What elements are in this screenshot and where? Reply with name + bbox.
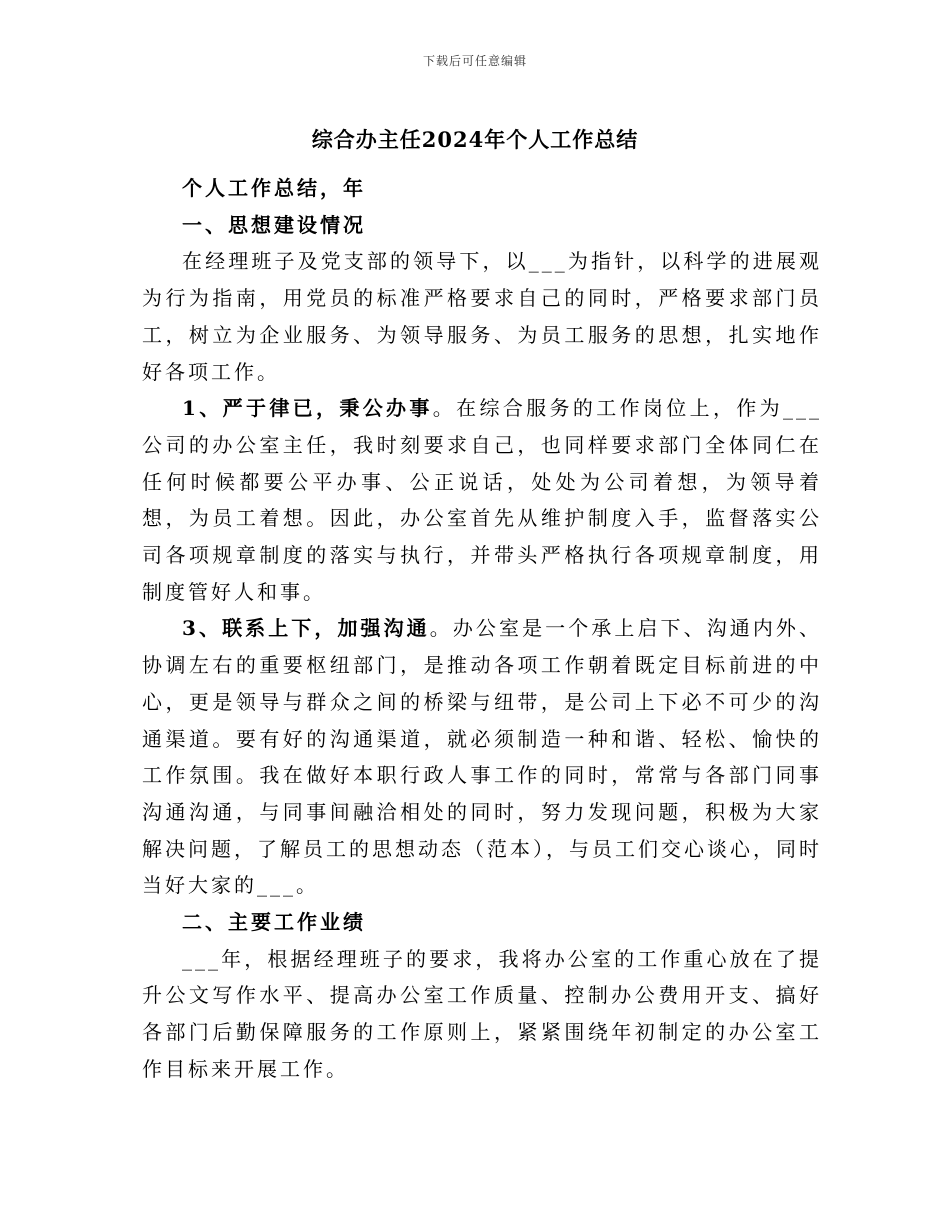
subtitle-heading: 个人工作总结，年 xyxy=(182,176,366,200)
item-3-lead: 3、联系上下，加强沟通 xyxy=(182,616,430,641)
paragraph-1: 在经理班子及党支部的领导下，以___为指针，以科学的进展观为行为指南，用党员的标准严格要求自己的同时，严格要求部门员工，树立为企业服务、为领导服务、为员工服务的思想，扎实地作好各项工作。 xyxy=(142,249,822,384)
section-heading-1: 一、思想建设情况 xyxy=(182,212,366,237)
document-title: 综合办主任2024年个人工作总结 xyxy=(311,127,639,152)
paragraph-item-1 xyxy=(142,390,822,610)
paragraph-2: ___年，根据经理班子的要求，我将办公室的工作重心放在了提升公文写作水平、提高办公室工作质量、控制办公费用开支、搞好各部门后勤保障服务的工作原则上，紧紧围绕年初制定的办公室工作目标来开展工作。 xyxy=(142,946,822,1081)
document-body xyxy=(142,170,822,1088)
section-heading-2: 二、主要工作业绩 xyxy=(182,910,366,935)
header-note: 下载后可任意编辑 xyxy=(422,54,527,68)
item-1-text: 。在综合服务的工作岗位上，作为___公司的办公室主任，我时刻要求自己，也同样要求部门全体同仁在任何时候都要公平办事、公正说话，处处为公司着想，为领导着想，为员工着想。因此，办公室首先从维护制度入手，监督落实公司各项规章制度的落实与执行，并带头严格执行各项规章制度，用制度管好人和事。 xyxy=(142,396,823,604)
item-3-text: 。办公室是一个承上启下、沟通内外、协调左右的重要枢纽部门，是推动各项工作朝着既定目标前进的中心，更是领导与群众之间的桥梁与纽带，是公司上下必不可少的沟通渠道。要有好的沟通渠道，就必须制造一种和谐、轻松、愉快的工作氛围。我在做好本职行政人事工作的同时，常常与各部门同事沟通沟通，与同事间融洽相处的同时，努力发现问题，积极为大家解决问题，了解员工的思想动态（范本），与员工们交心谈心，同时当好大家的___。 xyxy=(142,616,822,898)
paragraph-item-3 xyxy=(142,610,822,904)
item-1-lead: 1、严于律已，秉公办事 xyxy=(182,396,433,421)
